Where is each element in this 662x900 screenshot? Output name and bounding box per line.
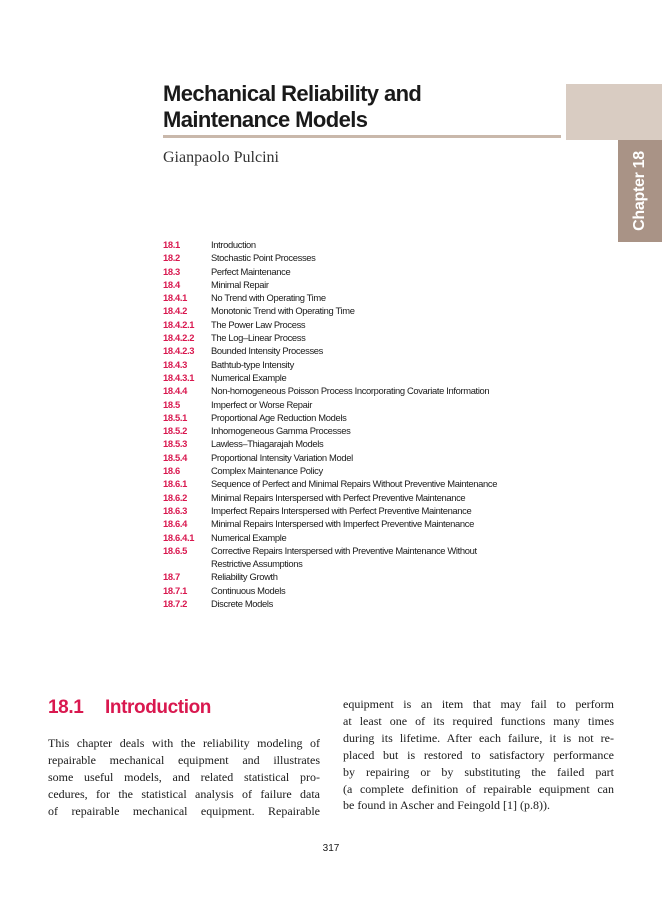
toc-entry-number: 18.4 (163, 278, 180, 290)
toc-entry-title: Stochastic Point Processes (211, 252, 316, 264)
toc-entry-number: 18.6.2 (163, 491, 187, 503)
text-line: This chapter deals with the reliability modeling of (48, 736, 320, 750)
author-name: Gianpaolo Pulcini (163, 149, 279, 166)
toc-entry-title: No Trend with Operating Time (211, 292, 326, 304)
chapter-tab-label: Chapter 18 (631, 151, 648, 231)
section-title: Introduction (105, 697, 212, 718)
text-line: some useful models, and related statistical pro- (48, 769, 320, 784)
toc-entry[interactable] (163, 531, 543, 544)
toc-entry-number: 18.6.1 (163, 478, 187, 490)
section-heading (48, 697, 211, 719)
body-text-right-column (343, 696, 614, 814)
toc-entry-number: 18.7.2 (163, 598, 187, 610)
text-line: cedures, for the statistical analysis of failure data (48, 786, 320, 801)
toc-entry[interactable] (163, 344, 543, 357)
body-text-left-column (48, 735, 320, 820)
toc-entry-title: Complex Maintenance Policy (211, 465, 323, 477)
title-underline (163, 135, 561, 138)
toc-entry-title: Imperfect Repairs Interspersed with Perfect Preventive Maintenance (211, 504, 472, 516)
toc-entry-number: 18.5.4 (163, 451, 187, 463)
toc-entry-number: 18.4.2.3 (163, 345, 195, 357)
toc-entry-title: Bathtub-type Intensity (211, 358, 294, 370)
toc-entry-number: 18.4.3 (163, 358, 187, 370)
toc-entry[interactable] (163, 371, 543, 384)
toc-entry-number: 18.1 (163, 239, 180, 250)
toc-entry-number: 18.4.4 (163, 385, 187, 397)
toc-entry[interactable] (163, 318, 543, 331)
toc-entry-title: Minimal Repairs Interspersed with Perfect Preventive Maintenance (211, 491, 466, 503)
toc-entry-number: 18.4.2.2 (163, 332, 195, 344)
chapter-title-line: Maintenance Models (163, 107, 368, 132)
toc-entry-title: Non-homogeneous Poisson Process Incorporating Covariate Information (211, 385, 490, 397)
text-line: equipment is an item that may fail to perform (343, 697, 614, 711)
toc-entry-number: 18.6.5 (163, 544, 187, 556)
toc-entry[interactable] (163, 570, 543, 583)
text-line: during its lifetime. After each failure, it is not re- (343, 730, 614, 745)
toc-entry[interactable] (163, 304, 543, 317)
toc-entry-title: Bounded Intensity Processes (211, 345, 323, 357)
toc-entry[interactable] (163, 584, 543, 597)
toc-entry[interactable] (163, 398, 543, 411)
text-line: at least one of its required functions many times (343, 713, 614, 728)
toc-entry-title: Imperfect or Worse Repair (211, 398, 313, 410)
toc-entry[interactable] (163, 437, 543, 450)
toc-entry[interactable] (163, 278, 543, 291)
toc-entry[interactable] (163, 544, 543, 557)
toc-entry-number: 18.4.2 (163, 305, 187, 317)
toc-entry[interactable] (163, 384, 543, 397)
chapter-tab (618, 140, 662, 242)
toc-entry-number: 18.6.4.1 (163, 531, 195, 543)
text-line: (a complete definition of repairable equipment can (343, 781, 614, 796)
toc-entry-number: 18.4.3.1 (163, 371, 195, 383)
toc-entry[interactable] (163, 557, 543, 570)
toc-entry[interactable] (163, 238, 543, 251)
toc-entry-title: Perfect Maintenance (211, 265, 291, 277)
toc-entry[interactable] (163, 331, 543, 344)
toc-entry[interactable] (163, 411, 543, 424)
text-line: be found in Ascher and Feingold [1] (p.8)). (343, 798, 550, 813)
toc-entry-number: 18.4.1 (163, 292, 187, 304)
toc-entry-title: Reliability Growth (211, 571, 278, 583)
toc-entry-number: 18.6.4 (163, 518, 187, 530)
toc-entry[interactable] (163, 491, 543, 504)
toc-entry[interactable] (163, 251, 543, 264)
toc-entry-title: Lawless–Thiagarajah Models (211, 438, 324, 450)
toc-entry-number: 18.5.2 (163, 425, 187, 437)
toc-entry-number: 18.4.2.1 (163, 318, 195, 330)
text-line: repairable mechanical equipment and illustrates (48, 752, 320, 767)
decorative-tab-block (566, 84, 662, 140)
toc-entry-title: Introduction (211, 239, 256, 250)
toc-entry[interactable] (163, 424, 543, 437)
toc-entry-title: Continuous Models (211, 584, 286, 596)
toc-entry-title: Inhomogeneous Gamma Processes (211, 425, 351, 437)
text-line: of repairable mechanical equipment. Repairable (48, 803, 320, 818)
toc-entry[interactable] (163, 291, 543, 304)
toc-entry-title: Minimal Repair (211, 278, 269, 290)
text-line: by repairing or by substituting the failed part (343, 764, 614, 779)
chapter-title-line: Mechanical Reliability and (163, 81, 422, 106)
toc-entry-number: 18.7 (163, 571, 180, 583)
toc-entry-title: Proportional Intensity Variation Model (211, 451, 353, 463)
toc-entry[interactable] (163, 477, 543, 490)
toc-entry-number: 18.5.3 (163, 438, 187, 450)
text-line: placed but is restored to satisfactory performance (343, 747, 614, 762)
toc-entry[interactable] (163, 504, 543, 517)
toc-entry[interactable] (163, 265, 543, 278)
toc-entry-title: Monotonic Trend with Operating Time (211, 305, 355, 317)
toc-entry[interactable] (163, 517, 543, 530)
toc-entry-number: 18.5 (163, 398, 180, 410)
page-number: 317 (322, 843, 340, 854)
toc-entry-number: 18.6.3 (163, 504, 187, 516)
toc-entry-number: 18.5.1 (163, 411, 187, 423)
toc-entry-title: Restrictive Assumptions (211, 558, 303, 570)
toc-entry-title: Corrective Repairs Interspersed with Preventive Maintenance Without (211, 544, 477, 556)
toc-entry-title: Numerical Example (211, 531, 287, 543)
toc-entry-number: 18.6 (163, 465, 180, 477)
toc-entry-number: 18.3 (163, 265, 180, 277)
toc-entry-title: Minimal Repairs Interspersed with Imperfect Preventive Maintenance (211, 518, 474, 530)
toc-entry-title: The Log–Linear Process (211, 332, 306, 344)
toc-entry[interactable] (163, 597, 543, 610)
toc-entry[interactable] (163, 358, 543, 371)
toc-entry-title: Sequence of Perfect and Minimal Repairs Without Preventive Maintenance (211, 478, 498, 490)
chapter-title (163, 81, 563, 133)
toc-entry-title: The Power Law Process (211, 318, 306, 330)
toc-entry-number: 18.2 (163, 252, 180, 264)
toc-entry-title: Numerical Example (211, 371, 287, 383)
toc-entry[interactable] (163, 464, 543, 477)
toc-entry[interactable] (163, 451, 543, 464)
table-of-contents (163, 238, 543, 610)
section-number: 18.1 (48, 697, 84, 718)
toc-entry-title: Proportional Age Reduction Models (211, 411, 347, 423)
toc-entry-title: Discrete Models (211, 598, 273, 610)
toc-entry-number: 18.7.1 (163, 584, 187, 596)
